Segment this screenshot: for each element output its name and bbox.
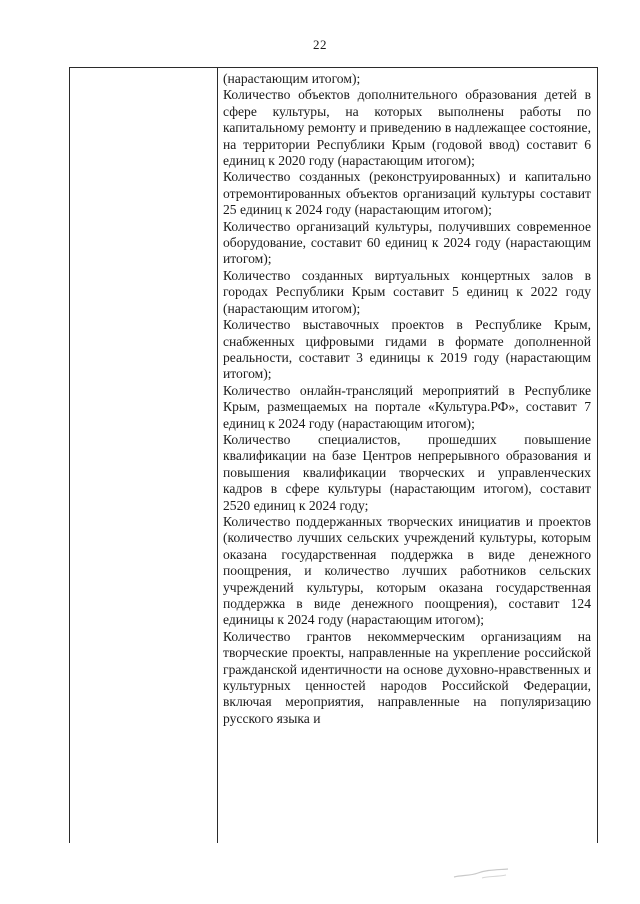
paragraph: Количество созданных (реконструированных) и капитально отремонтированных объектов организаций культуры составит 25 единиц к 2024 году (нарастающим итогом); [223,169,591,218]
table-left-cell [70,68,218,843]
paragraph: Количество объектов дополнительного образования детей в сфере культуры, на которых выполнены работы по капитальному ремонту и приведению в надлежащее состояние, на территории Республики Крым (годовой ввод) составит 6 единиц к 2020 году (нарастающим итогом); [223,87,591,169]
document-table [69,67,598,843]
page-number: 22 [313,37,327,52]
paragraph: Количество выставочных проектов в Республике Крым, снабженных цифровыми гидами в формате дополненной реальности, составит 3 единицы к 2019 году (нарастающим итогом); [223,317,591,382]
table-right-cell [218,68,597,843]
paragraph: Количество организаций культуры, получивших современное оборудование, составит 60 единиц к 2024 году (нарастающим итогом); [223,218,591,267]
paragraph: Количество поддержанных творческих инициатив и проектов (количество лучших сельских учреждений культуры, которым оказана государственная поддержка в виде денежного поощрения, и количество лучших работников сельских учреждений культуры, которым оказана государственная поддержка в виде денежного поощрения), составит 124 единицы к 2024 году (нарастающим итогом); [223,513,591,628]
scan-artifact-mark [452,866,510,880]
paragraph: Количество специалистов, прошедших повышение квалификации на базе Центров непрерывного образования и повышения квалификации творческих и управленческих кадров в сфере культуры (нарастающим итогом), составит 2520 единиц к 2024 году; [223,431,591,513]
paragraph: (нарастающим итогом); [223,71,361,86]
paragraph: Количество онлайн-трансляций мероприятий в Республике Крым, размещаемых на портале «Культура.РФ», составит 7 единиц к 2024 году (нарастающим итогом); [223,382,591,431]
paragraph: Количество грантов некоммерческим организациям на творческие проекты, направленные на укрепление российской гражданской идентичности на основе духовно-нравственных и культурных ценностей народов Российской Федерации, включая мероприятия, направленные на популяризацию русского языка и [223,628,591,726]
paragraph: Количество созданных виртуальных концертных залов в городах Республики Крым составит 5 единиц к 2022 году (нарастающим итогом); [223,267,591,316]
